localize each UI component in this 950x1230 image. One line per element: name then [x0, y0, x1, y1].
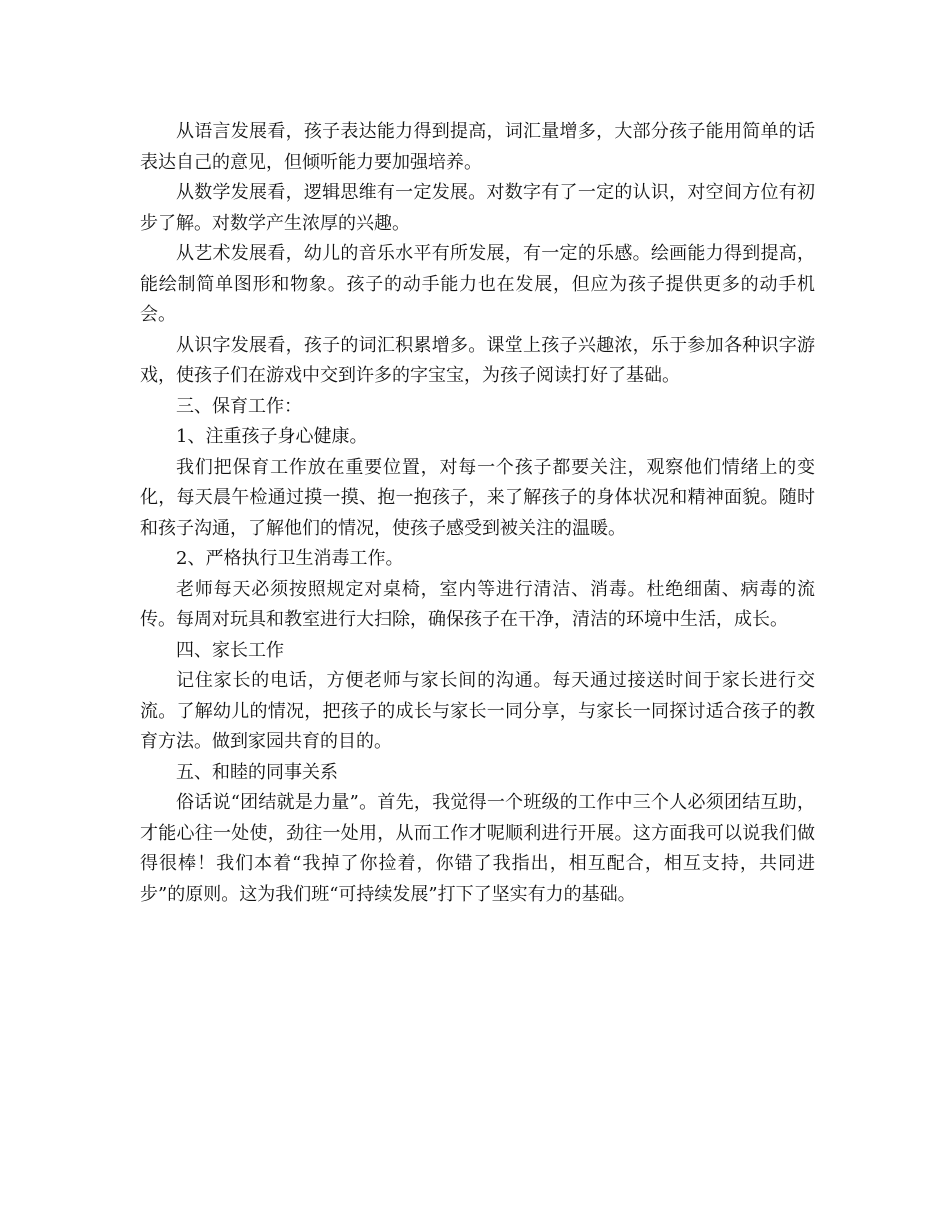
paragraph-parents: 记住家长的电话，方便老师与家长间的沟通。每天通过接送时间于家长进行交流。了解幼儿的情况，把孩子的成长与家长一同分享，与家长一同探讨适合孩子的教育方法。做到家园共育的目的。 [140, 670, 815, 752]
section-heading-parents: 四、家长工作 [176, 639, 284, 661]
section-heading-colleagues: 五、和睦的同事关系 [176, 761, 338, 783]
paragraph-literacy-development: 从识字发展看，孩子的词汇积累增多。课堂上孩子兴趣浓，乐于参加各种识字游戏，使孩子们在游戏中交到许多的字宝宝，为孩子阅读打好了基础。 [140, 334, 815, 386]
paragraph-colleagues: 俗话说“团结就是力量”。首先，我觉得一个班级的工作中三个人必须团结互助，才能心往一处使，劲往一处用，从而工作才呢顺利进行开展。这方面我可以说我们做得很棒！我们本着“我掉了你捡着，你错了我指出，相互配合，相互支持，共同进步”的原则。这为我们班“可持续发展”打下了坚实有力的基础。 [140, 792, 815, 905]
paragraph-math-development: 从数学发展看，逻辑思维有一定发展。对数字有了一定的认识，对空间方位有初步了解。对数学产生浓厚的兴趣。 [140, 182, 815, 234]
paragraph-health: 我们把保育工作放在重要位置，对每一个孩子都要关注，观察他们情绪上的变化，每天晨午检通过摸一摸、抱一抱孩子，来了解孩子的身体状况和精神面貌。随时和孩子沟通，了解他们的情况，使孩子感受到被关注的温暖。 [140, 456, 815, 539]
paragraph-hygiene: 老师每天必须按照规定对桌椅，室内等进行清洁、消毒。杜绝细菌、病毒的流传。每周对玩具和教室进行大扫除，确保孩子在干净，清洁的环境中生活，成长。 [140, 578, 815, 630]
paragraph-art-development: 从艺术发展看，幼儿的音乐水平有所发展，有一定的乐感。绘画能力得到提高，能绘制简单图形和物象。孩子的动手能力也在发展，但应为孩子提供更多的动手机会。 [140, 243, 815, 325]
document-page [140, 117, 815, 910]
paragraph-language-development: 从语言发展看，孩子表达能力得到提高，词汇量增多，大部分孩子能用简单的话表达自己的意见，但倾听能力要加强培养。 [140, 121, 815, 173]
subheading-hygiene: 2、严格执行卫生消毒工作。 [176, 548, 404, 569]
section-heading-childcare: 三、保育工作： [176, 395, 302, 417]
subheading-health: 1、注重孩子身心健康。 [176, 426, 368, 447]
